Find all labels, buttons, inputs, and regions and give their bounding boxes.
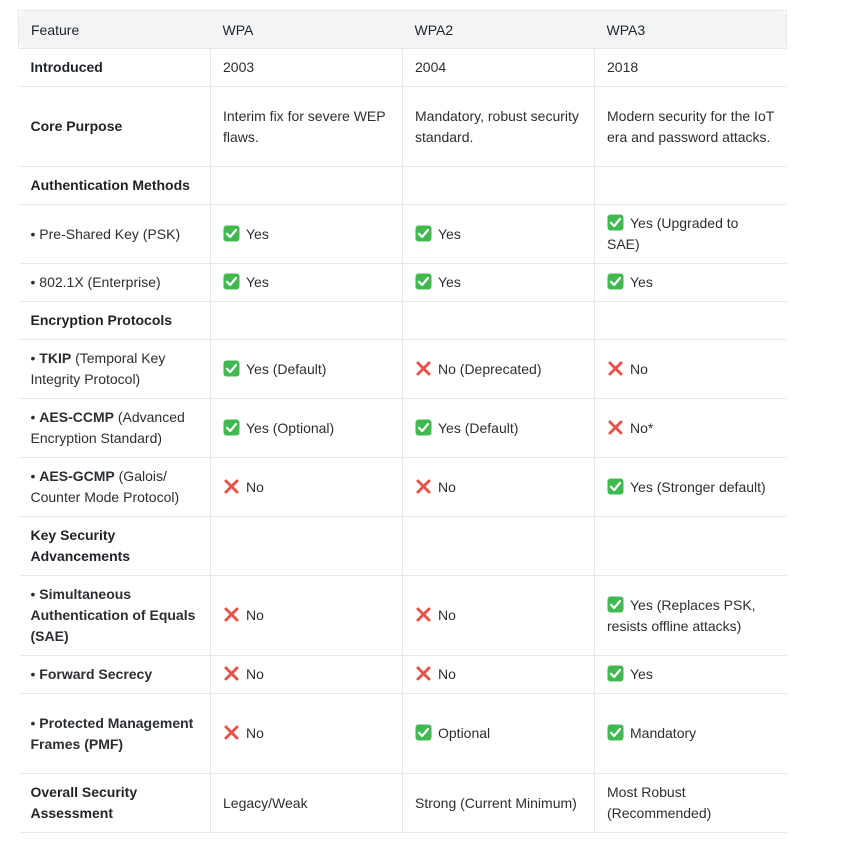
- feature-name: 802.1X (Enterprise): [39, 274, 161, 290]
- cell-wpa3: [595, 458, 787, 517]
- feature-name-bold: Forward Secrecy: [39, 666, 153, 682]
- feature-cell: [19, 458, 211, 517]
- cell-text: No*: [630, 419, 654, 436]
- cell-text: No: [246, 607, 264, 623]
- cell-wpa: [211, 49, 403, 87]
- feature-cell: [19, 205, 211, 264]
- cell-text: Yes: [438, 225, 461, 242]
- cell-wpa: [211, 302, 403, 340]
- cell-wpa3: [595, 302, 787, 340]
- feature-cell: [19, 167, 211, 205]
- cell-text: No: [438, 478, 456, 495]
- cell-text: 2004: [415, 59, 447, 75]
- header-wpa2: WPA2: [403, 11, 595, 49]
- feature-cell: [19, 49, 211, 87]
- cell-text: No: [438, 607, 456, 623]
- cross-mark-icon: [415, 360, 432, 377]
- cell-wpa3: [595, 576, 787, 656]
- cell-wpa: [211, 774, 403, 833]
- feature-cell: [19, 264, 211, 302]
- feature-cell: [19, 340, 211, 399]
- cell-text: Most Robust (Recommended): [607, 784, 712, 821]
- cell-text: Yes: [438, 274, 461, 290]
- feature-cell: [19, 87, 211, 167]
- cell-text: Yes: [246, 274, 269, 290]
- cross-mark-icon: [223, 606, 240, 623]
- feature-cell: [19, 302, 211, 340]
- cell-text: No: [246, 666, 264, 682]
- check-mark-icon: [607, 596, 624, 613]
- feature-name: Encryption Protocols: [30, 312, 173, 328]
- feature-cell: [19, 694, 211, 774]
- cell-wpa: [211, 167, 403, 205]
- table-row: [19, 517, 787, 576]
- table-row: [19, 694, 787, 774]
- cell-text: Yes (Replaces PSK, resists offline attacks): [607, 596, 756, 634]
- cell-text: No: [438, 666, 456, 682]
- bullet: •: [30, 409, 40, 425]
- cell-wpa: [211, 87, 403, 167]
- cross-mark-icon: [223, 724, 240, 741]
- cell-wpa: [211, 399, 403, 458]
- cross-mark-icon: [607, 360, 624, 377]
- bullet: •: [30, 468, 40, 484]
- bullet: •: [30, 666, 40, 682]
- cell-text: Interim fix for severe WEP flaws.: [223, 107, 386, 145]
- table-body: [19, 49, 787, 833]
- feature-name: Pre-Shared Key (PSK): [39, 225, 181, 242]
- cell-wpa3: [595, 264, 787, 302]
- table-row: [19, 576, 787, 656]
- check-mark-icon: [223, 273, 240, 290]
- cell-wpa2: [403, 656, 595, 694]
- table-row: [19, 167, 787, 205]
- feature-name-bold: AES-CCMP: [39, 409, 114, 425]
- cell-wpa: [211, 576, 403, 656]
- cell-text: Yes: [630, 274, 653, 290]
- cell-wpa: [211, 458, 403, 517]
- cell-wpa2: [403, 49, 595, 87]
- cell-text: Legacy/Weak: [223, 794, 308, 811]
- cell-text: Mandatory: [630, 725, 697, 741]
- cross-mark-icon: [415, 665, 432, 682]
- cell-wpa3: [595, 517, 787, 576]
- cell-wpa3: [595, 399, 787, 458]
- cell-wpa2: [403, 517, 595, 576]
- cell-wpa2: [403, 167, 595, 205]
- table-row: [19, 264, 787, 302]
- check-mark-icon: [607, 665, 624, 682]
- table-row: [19, 302, 787, 340]
- cross-mark-icon: [415, 478, 432, 495]
- feature-cell: [19, 399, 211, 458]
- feature-name-bold: Protected Management Frames (PMF): [30, 714, 194, 752]
- cell-text: Yes (Upgraded to SAE): [607, 215, 739, 252]
- cell-wpa: [211, 205, 403, 264]
- feature-cell: [19, 774, 211, 833]
- cross-mark-icon: [223, 478, 240, 495]
- cell-text: Yes: [246, 225, 269, 242]
- cell-wpa2: [403, 302, 595, 340]
- cell-wpa3: [595, 774, 787, 833]
- check-mark-icon: [223, 360, 240, 377]
- cell-text: Yes (Default): [438, 419, 519, 436]
- cell-wpa2: [403, 576, 595, 656]
- cell-text: No: [246, 478, 264, 495]
- bullet: •: [30, 586, 40, 602]
- cell-wpa: [211, 694, 403, 774]
- bullet: •: [30, 274, 40, 290]
- cell-wpa3: [595, 694, 787, 774]
- cell-wpa3: [595, 205, 787, 264]
- cell-text: No: [246, 725, 264, 741]
- comparison-table-container: [18, 10, 786, 833]
- feature-cell: [19, 656, 211, 694]
- check-mark-icon: [415, 724, 432, 741]
- cross-mark-icon: [607, 419, 624, 436]
- feature-name: (Galois/ Counter Mode Protocol): [30, 468, 180, 505]
- cross-mark-icon: [223, 665, 240, 682]
- bullet: •: [30, 350, 40, 366]
- cell-wpa2: [403, 399, 595, 458]
- cell-text: Mandatory, robust security standard.: [415, 107, 579, 145]
- check-mark-icon: [223, 225, 240, 242]
- cell-text: Strong (Current Minimum): [415, 794, 577, 811]
- bullet: •: [30, 225, 40, 242]
- feature-cell: [19, 517, 211, 576]
- cross-mark-icon: [415, 606, 432, 623]
- table-header-row: [19, 11, 787, 49]
- cell-text: No: [630, 360, 648, 377]
- cell-text: Optional: [438, 725, 491, 741]
- header-wpa3: WPA3: [595, 11, 787, 49]
- check-mark-icon: [415, 273, 432, 290]
- cell-text: No (Deprecated): [438, 360, 542, 377]
- check-mark-icon: [415, 419, 432, 436]
- wpa-comparison-table: [18, 10, 787, 833]
- header-feature: Feature: [19, 11, 211, 49]
- feature-cell: [19, 576, 211, 656]
- cell-wpa2: [403, 340, 595, 399]
- check-mark-icon: [607, 478, 624, 495]
- table-row: [19, 399, 787, 458]
- cell-wpa2: [403, 694, 595, 774]
- feature-name: Core Purpose: [30, 118, 123, 134]
- check-mark-icon: [415, 225, 432, 242]
- cell-wpa: [211, 656, 403, 694]
- cell-wpa3: [595, 87, 787, 167]
- table-row: [19, 205, 787, 264]
- feature-name: Overall Security Assessment: [30, 784, 138, 821]
- feature-name: (Temporal Key Integrity Protocol): [30, 350, 166, 387]
- feature-name: Key Security Advancements: [30, 527, 131, 564]
- check-mark-icon: [607, 214, 624, 231]
- cell-text: Modern security for the IoT era and password attacks.: [607, 107, 775, 145]
- bullet: •: [30, 714, 40, 731]
- cell-text: Yes: [630, 666, 653, 682]
- cell-wpa3: [595, 656, 787, 694]
- cell-wpa: [211, 517, 403, 576]
- cell-wpa2: [403, 458, 595, 517]
- cell-wpa2: [403, 205, 595, 264]
- feature-name-bold: AES-GCMP: [39, 468, 115, 484]
- cell-wpa: [211, 264, 403, 302]
- table-row: [19, 49, 787, 87]
- check-mark-icon: [607, 273, 624, 290]
- cell-wpa: [211, 340, 403, 399]
- cell-wpa3: [595, 340, 787, 399]
- table-row: [19, 87, 787, 167]
- table-row: [19, 774, 787, 833]
- cell-wpa3: [595, 167, 787, 205]
- cell-wpa2: [403, 87, 595, 167]
- check-mark-icon: [607, 724, 624, 741]
- cell-text: 2003: [223, 59, 255, 75]
- cell-text: Yes (Optional): [246, 419, 335, 436]
- header-wpa: WPA: [211, 11, 403, 49]
- cell-text: Yes (Stronger default): [630, 478, 766, 495]
- cell-wpa2: [403, 774, 595, 833]
- cell-wpa2: [403, 264, 595, 302]
- feature-name-bold: Simultaneous Authentication of Equals (SAE): [30, 586, 196, 644]
- table-row: [19, 656, 787, 694]
- feature-name-bold: TKIP: [39, 350, 72, 366]
- table-row: [19, 458, 787, 517]
- feature-name: Authentication Methods: [30, 177, 190, 193]
- check-mark-icon: [223, 419, 240, 436]
- table-row: [19, 340, 787, 399]
- cell-wpa3: [595, 49, 787, 87]
- cell-text: Yes (Default): [246, 360, 327, 377]
- feature-name: (Advanced Encryption Standard): [30, 409, 185, 446]
- cell-text: 2018: [607, 59, 639, 75]
- feature-name: Introduced: [30, 59, 103, 75]
